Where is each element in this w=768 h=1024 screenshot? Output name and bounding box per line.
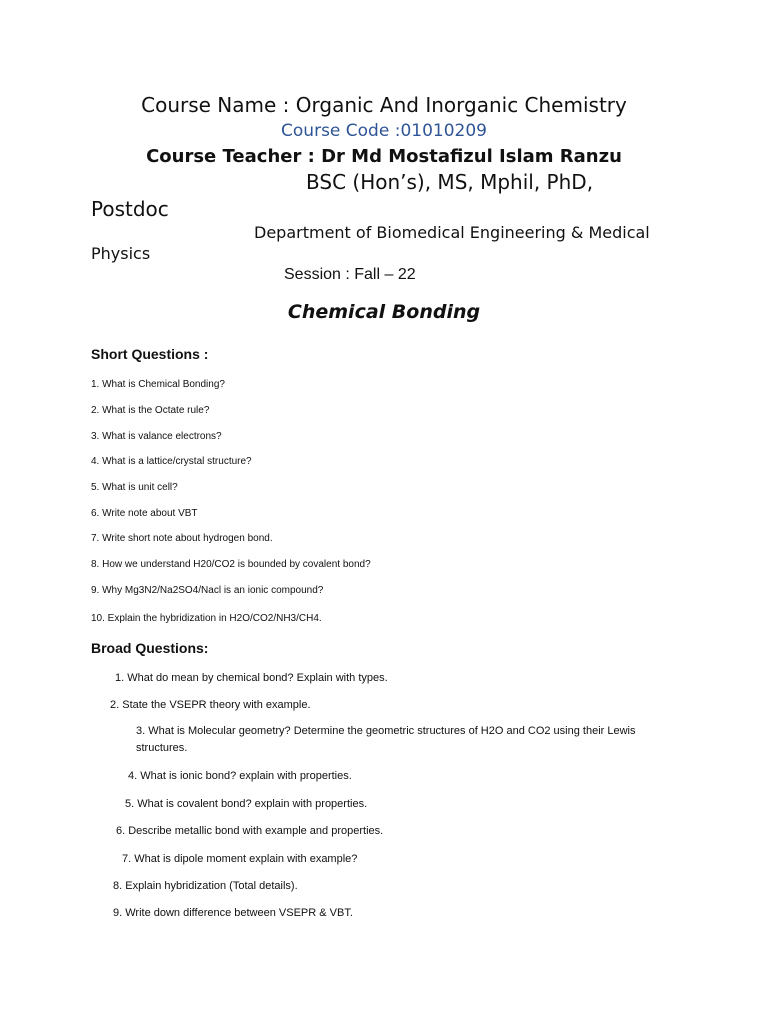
short-question: 10. Explain the hybridization in H2O/CO2/NH3/CH4. xyxy=(91,613,322,624)
short-question: 7. Write short note about hydrogen bond. xyxy=(91,533,273,544)
broad-question: 7. What is dipole moment explain with example? xyxy=(122,853,358,865)
short-question: 2. What is the Octate rule? xyxy=(91,405,210,416)
short-question: 8. How we understand H20/CO2 is bounded by covalent bond? xyxy=(91,559,371,570)
short-question: 5. What is unit cell? xyxy=(91,482,178,493)
broad-question: 9. Write down difference between VSEPR & VBT. xyxy=(113,907,353,919)
short-question: 6. Write note about VBT xyxy=(91,508,198,519)
topic-title: Chemical Bonding xyxy=(287,301,481,323)
broad-question: 3. What is Molecular geometry? Determine the geometric structures of H2O and CO2 using their Lewis structures. xyxy=(136,725,636,754)
broad-question: 5. What is covalent bond? explain with properties. xyxy=(125,798,368,810)
broad-question: 1. What do mean by chemical bond? Explain with types. xyxy=(115,672,388,684)
short-questions-heading: Short Questions : xyxy=(91,346,209,362)
teacher-degrees: BSC (Hon’s), MS, Mphil, PhD, xyxy=(306,170,594,194)
department-continued: Physics xyxy=(91,244,151,263)
short-question: 3. What is valance electrons? xyxy=(91,431,222,442)
broad-question: 4. What is ionic bond? explain with properties. xyxy=(128,770,352,782)
short-question: 1. What is Chemical Bonding? xyxy=(91,379,225,390)
course-teacher: Course Teacher : Dr Md Mostafizul Islam Ranzu xyxy=(146,146,622,167)
course-code: Course Code :01010209 xyxy=(281,121,487,141)
session: Session : Fall – 22 xyxy=(284,266,416,283)
short-question: 4. What is a lattice/crystal structure? xyxy=(91,456,252,467)
broad-question: 8. Explain hybridization (Total details). xyxy=(113,880,298,892)
course-name: Course Name : Organic And Inorganic Chemistry xyxy=(141,93,627,117)
broad-questions-heading: Broad Questions: xyxy=(91,640,209,656)
short-question: 9. Why Mg3N2/Na2SO4/Nacl is an ionic compound? xyxy=(91,585,324,596)
teacher-degrees-continued: Postdoc xyxy=(91,197,169,221)
broad-question: 6. Describe metallic bond with example and properties. xyxy=(116,825,384,837)
broad-question: 2. State the VSEPR theory with example. xyxy=(110,699,311,711)
department: Department of Biomedical Engineering & Medical xyxy=(254,223,650,242)
